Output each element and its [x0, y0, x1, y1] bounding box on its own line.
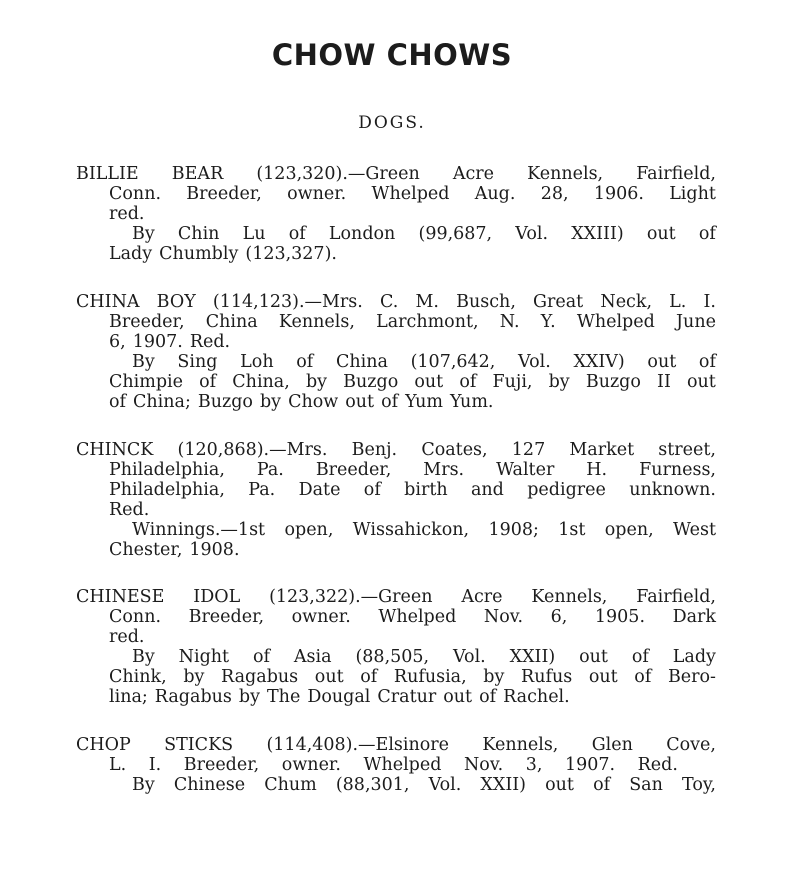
word: of: [109, 392, 127, 412]
word: birth: [404, 480, 448, 500]
word: L.: [109, 755, 127, 775]
word: pedigree: [527, 480, 606, 500]
word: of: [593, 775, 611, 795]
word: 3,: [525, 755, 543, 775]
word: Kennels,: [531, 587, 608, 607]
word: CHINCK: [76, 440, 154, 460]
word: Breeder,: [109, 312, 185, 332]
word: (114,123).—Mrs.: [212, 292, 363, 312]
word: (99,687,: [418, 224, 493, 244]
word: Fuji,: [492, 372, 533, 392]
entry-line: [109, 372, 716, 393]
word: Nov.: [483, 607, 524, 627]
word: West: [673, 520, 716, 540]
word: lina;: [109, 687, 148, 707]
word: BILLIE: [76, 164, 139, 184]
word: China: [205, 312, 258, 332]
word: CHOP: [76, 735, 131, 755]
word: of: [634, 667, 652, 687]
entry-line: [109, 332, 230, 353]
word: 1905.: [594, 607, 646, 627]
word: By: [132, 224, 155, 244]
word: Acre: [452, 164, 495, 184]
entry-line: [132, 520, 716, 541]
word: Red.: [189, 332, 231, 352]
word: of: [381, 392, 399, 412]
word: of: [360, 667, 378, 687]
word: Cove,: [666, 735, 716, 755]
word: (88,505,: [355, 647, 430, 667]
word: out: [443, 687, 473, 707]
word: IDOL: [193, 587, 241, 607]
word: Rufusia,: [393, 667, 467, 687]
entry-line: [109, 755, 678, 776]
word: Chumbly: [159, 244, 239, 264]
word: (123,327).: [245, 244, 337, 264]
word: Chin: [177, 224, 220, 244]
word: Dark: [672, 607, 716, 627]
entry-line: [109, 244, 337, 265]
word: (123,320).—Green: [256, 164, 420, 184]
entry-line: [109, 460, 716, 481]
entry-line: [76, 587, 716, 608]
entry-line: [109, 204, 145, 225]
word: Winnings.—1st: [132, 520, 266, 540]
word: Whelped: [576, 312, 655, 332]
word: Vol.: [453, 647, 486, 667]
word: Nov.: [463, 755, 504, 775]
word: Wissahickon,: [352, 520, 470, 540]
word: (114,408).—Elsinore: [266, 735, 450, 755]
word: CHINESE: [76, 587, 165, 607]
word: Chester,: [109, 540, 183, 560]
word: Red.: [637, 755, 678, 775]
word: Whelped: [363, 755, 442, 775]
entry-line: [76, 735, 716, 756]
word: Chinese: [173, 775, 246, 795]
word: Rachel.: [503, 687, 570, 707]
word: Light: [669, 184, 716, 204]
word: of: [631, 647, 649, 667]
word: Sing: [177, 352, 218, 372]
word: By: [132, 647, 155, 667]
word: Ragabus: [221, 667, 299, 687]
word: Larchmont,: [376, 312, 479, 332]
entry-line: [109, 627, 145, 648]
word: H.: [586, 460, 608, 480]
entry-line: [109, 687, 570, 708]
word: I.: [703, 292, 716, 312]
word: of: [698, 352, 716, 372]
word: CHINA: [76, 292, 140, 312]
word: of: [698, 224, 716, 244]
word: Coates,: [421, 440, 488, 460]
word: Rufus: [521, 667, 573, 687]
word: XXII): [480, 775, 526, 795]
word: Whelped: [378, 607, 457, 627]
word: China: [335, 352, 388, 372]
entry-line: [132, 775, 716, 796]
word: L.: [669, 292, 687, 312]
word: out: [646, 224, 676, 244]
entry-line: [76, 164, 716, 185]
word: by: [183, 667, 205, 687]
word: XXIV): [573, 352, 625, 372]
word: 1907.: [564, 755, 616, 775]
word: BOY: [156, 292, 196, 312]
word: out: [545, 775, 574, 795]
word: Mrs.: [423, 460, 465, 480]
word: red.: [109, 627, 145, 647]
page-title: CHOW CHOWS: [271, 38, 513, 72]
word: San: [629, 775, 663, 795]
word: Lady: [109, 244, 153, 264]
entry-line: [109, 540, 240, 561]
word: red.: [109, 204, 145, 224]
word: Lu: [242, 224, 266, 244]
word: 1906.: [593, 184, 644, 204]
word: Fairfield,: [636, 587, 716, 607]
word: Yum.: [450, 392, 494, 412]
word: Acre: [461, 587, 503, 607]
word: street,: [658, 440, 716, 460]
word: Vol.: [428, 775, 462, 795]
entry-line: [109, 480, 716, 501]
word: owner.: [287, 184, 347, 204]
word: Market: [569, 440, 635, 460]
word: owner.: [291, 607, 351, 627]
word: Vol.: [518, 352, 551, 372]
word: Dougal: [307, 687, 371, 707]
word: 1st: [558, 520, 586, 540]
word: of: [296, 352, 314, 372]
word: XXII): [509, 647, 556, 667]
word: of: [252, 647, 270, 667]
word: By: [132, 352, 155, 372]
entry-line: [109, 392, 493, 413]
word: China,: [232, 372, 290, 392]
word: Yum: [405, 392, 444, 412]
word: Great: [533, 292, 584, 312]
word: I.: [148, 755, 162, 775]
word: out: [414, 372, 444, 392]
word: M.: [415, 292, 439, 312]
entry-line: [109, 607, 716, 628]
entry-line: [132, 647, 716, 668]
word: Chink,: [109, 667, 167, 687]
word: Philadelphia,: [109, 480, 225, 500]
word: June: [676, 312, 716, 332]
word: of: [363, 480, 381, 500]
word: out: [345, 392, 375, 412]
word: Chow: [288, 392, 339, 412]
word: out: [588, 667, 618, 687]
word: (120,868).—Mrs.: [177, 440, 328, 460]
word: Vol.: [515, 224, 549, 244]
word: Kennels,: [527, 164, 604, 184]
word: 1908.: [189, 540, 240, 560]
word: Ragabus: [154, 687, 232, 707]
word: BEAR: [171, 164, 224, 184]
word: XXIII): [571, 224, 624, 244]
word: Conn.: [109, 184, 162, 204]
word: Conn.: [109, 607, 162, 627]
word: (123,322).—Green: [269, 587, 433, 607]
word: Date: [298, 480, 341, 500]
word: by: [305, 372, 328, 392]
section-heading: DOGS.: [358, 113, 426, 133]
word: open,: [604, 520, 654, 540]
word: Cratur: [377, 687, 437, 707]
word: Red.: [109, 500, 150, 520]
word: Neck,: [600, 292, 653, 312]
word: Buzgo: [197, 392, 253, 412]
word: unknown.: [629, 480, 716, 500]
word: Breeder,: [188, 607, 265, 627]
word: 6,: [550, 607, 568, 627]
word: London: [328, 224, 396, 244]
word: and: [470, 480, 504, 500]
entry-line: [109, 312, 716, 333]
word: Y.: [540, 312, 556, 332]
word: out: [687, 372, 716, 392]
word: Philadelphia,: [109, 460, 225, 480]
word: 1907.: [132, 332, 183, 352]
word: open,: [284, 520, 334, 540]
word: Glen: [591, 735, 633, 755]
entry-line: [109, 667, 716, 688]
word: of: [479, 687, 497, 707]
word: out: [314, 667, 344, 687]
word: by: [548, 372, 570, 392]
word: (88,301,: [335, 775, 410, 795]
word: owner.: [281, 755, 341, 775]
word: Benj.: [351, 440, 398, 460]
word: Pa.: [248, 480, 276, 500]
word: Pa.: [256, 460, 284, 480]
word: Buzgo: [343, 372, 399, 392]
word: by: [259, 392, 282, 412]
word: China;: [133, 392, 191, 412]
entry-line: [76, 440, 716, 461]
word: Breeder,: [183, 755, 260, 775]
entry-line: [132, 224, 716, 245]
word: N.: [499, 312, 520, 332]
word: Lady: [672, 647, 716, 667]
word: Night: [178, 647, 230, 667]
word: Breeder,: [186, 184, 262, 204]
word: 127: [511, 440, 546, 460]
word: By: [132, 775, 155, 795]
word: Aug.: [474, 184, 516, 204]
word: Bero-: [667, 667, 716, 687]
word: The: [267, 687, 301, 707]
word: Chum: [264, 775, 317, 795]
word: Chimpie: [109, 372, 184, 392]
entry-line: [109, 500, 149, 521]
word: 1908;: [488, 520, 539, 540]
word: of: [288, 224, 306, 244]
word: Toy,: [682, 775, 716, 795]
word: Breeder,: [315, 460, 392, 480]
word: Furness,: [639, 460, 716, 480]
entry-line: [109, 184, 716, 205]
word: Fairfield,: [636, 164, 716, 184]
entry-line: [76, 292, 716, 313]
word: 6,: [109, 332, 126, 352]
word: Asia: [293, 647, 332, 667]
word: Whelped: [371, 184, 450, 204]
word: STICKS: [164, 735, 234, 755]
word: of: [199, 372, 217, 392]
word: 28,: [540, 184, 569, 204]
word: out: [647, 352, 677, 372]
word: Busch,: [456, 292, 516, 312]
word: (107,642,: [410, 352, 496, 372]
word: Kennels,: [482, 735, 559, 755]
word: C.: [380, 292, 399, 312]
word: of: [459, 372, 477, 392]
word: II: [657, 372, 671, 392]
word: Buzgo: [585, 372, 641, 392]
word: Loh: [240, 352, 274, 372]
word: by: [238, 687, 260, 707]
word: by: [483, 667, 505, 687]
word: Kennels,: [278, 312, 355, 332]
entry-line: [132, 352, 716, 373]
word: out: [579, 647, 608, 667]
word: Walter: [496, 460, 555, 480]
